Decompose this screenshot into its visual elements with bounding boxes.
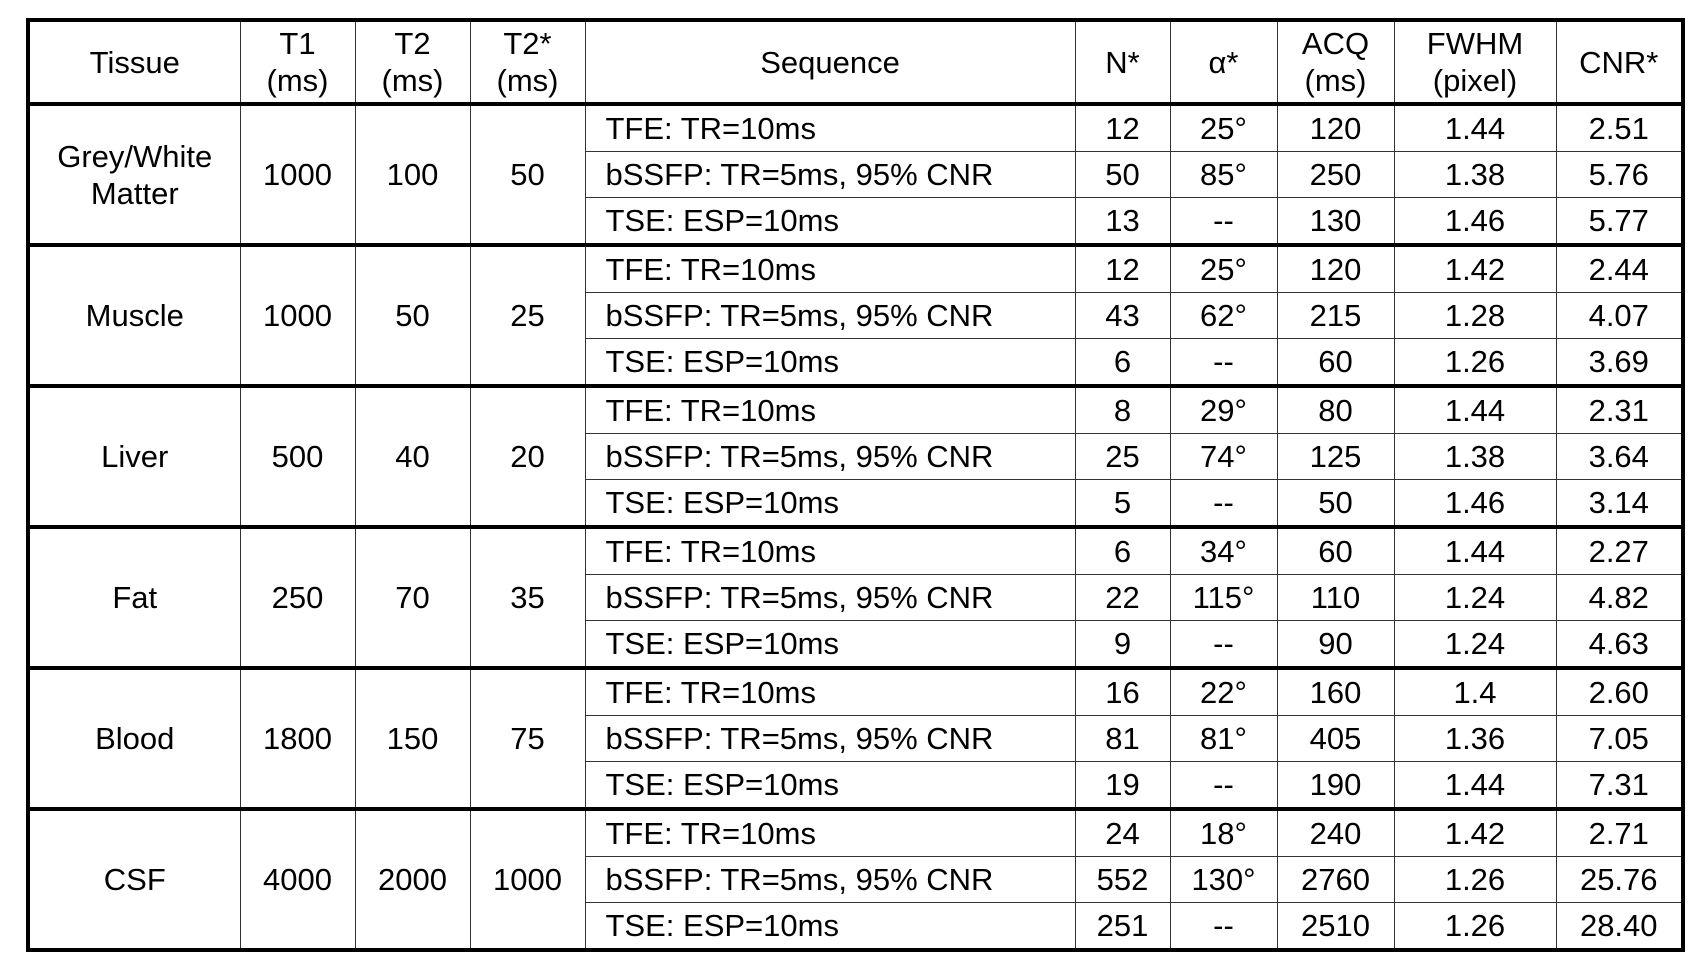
cnr-cell: 4.63 <box>1556 621 1683 669</box>
t2-cell: 100 <box>355 104 470 245</box>
t2star-cell: 20 <box>470 386 585 527</box>
n-cell: 6 <box>1075 339 1170 387</box>
header-sequence <box>585 20 1075 104</box>
alpha-cell: 85° <box>1170 152 1277 198</box>
n-cell: 6 <box>1075 527 1170 575</box>
header-t1 <box>240 20 355 104</box>
t2-cell: 2000 <box>355 809 470 950</box>
n-cell: 19 <box>1075 762 1170 810</box>
n-cell: 5 <box>1075 480 1170 528</box>
cnr-cell: 3.64 <box>1556 434 1683 480</box>
header-alpha <box>1170 20 1277 104</box>
acq-cell: 60 <box>1277 339 1394 387</box>
tissue-name: Liver <box>101 439 169 474</box>
header-text: (ms) <box>496 63 559 98</box>
t2star-cell: 75 <box>470 668 585 809</box>
cnr-cell: 5.77 <box>1556 198 1683 246</box>
fwhm-cell: 1.24 <box>1394 621 1556 669</box>
table-row <box>28 527 1683 575</box>
fwhm-cell: 1.44 <box>1394 527 1556 575</box>
fwhm-cell: 1.38 <box>1394 152 1556 198</box>
sequence-cell: TFE: TR=10ms <box>585 809 1075 857</box>
fwhm-cell: 1.26 <box>1394 339 1556 387</box>
alpha-cell: 130° <box>1170 857 1277 903</box>
header-cnr <box>1556 20 1683 104</box>
sequence-cell: bSSFP: TR=5ms, 95% CNR <box>585 857 1075 903</box>
header-text: Sequence <box>760 44 900 80</box>
cnr-cell: 2.27 <box>1556 527 1683 575</box>
acq-cell: 80 <box>1277 386 1394 434</box>
cnr-cell: 2.51 <box>1556 104 1683 152</box>
acq-cell: 60 <box>1277 527 1394 575</box>
fwhm-cell: 1.44 <box>1394 104 1556 152</box>
acq-cell: 120 <box>1277 104 1394 152</box>
tissue-cell <box>28 809 240 950</box>
alpha-cell: 74° <box>1170 434 1277 480</box>
tissue-sequence-table <box>26 18 1685 952</box>
t1-cell: 250 <box>240 527 355 668</box>
t1-cell: 500 <box>240 386 355 527</box>
tissue-name: Muscle <box>85 298 184 333</box>
sequence-cell: TSE: ESP=10ms <box>585 198 1075 246</box>
fwhm-cell: 1.46 <box>1394 198 1556 246</box>
header-row <box>28 20 1683 104</box>
acq-cell: 125 <box>1277 434 1394 480</box>
table-row <box>28 668 1683 716</box>
header-text: FWHM <box>1426 26 1524 61</box>
header-text: ACQ <box>1301 26 1370 61</box>
acq-cell: 120 <box>1277 245 1394 293</box>
tissue-name: Grey/White <box>57 138 213 174</box>
sequence-cell: TFE: TR=10ms <box>585 104 1075 152</box>
header-text: (ms) <box>266 63 329 98</box>
header-text: N* <box>1105 44 1140 80</box>
fwhm-cell: 1.24 <box>1394 575 1556 621</box>
acq-cell: 405 <box>1277 716 1394 762</box>
cnr-cell: 28.40 <box>1556 903 1683 951</box>
acq-cell: 50 <box>1277 480 1394 528</box>
alpha-cell: 25° <box>1170 245 1277 293</box>
sequence-cell: TSE: ESP=10ms <box>585 339 1075 387</box>
tissue-cell <box>28 527 240 668</box>
alpha-cell: -- <box>1170 198 1277 246</box>
fwhm-cell: 1.38 <box>1394 434 1556 480</box>
alpha-cell: 29° <box>1170 386 1277 434</box>
table-row <box>28 386 1683 434</box>
tissue-cell <box>28 104 240 245</box>
alpha-cell: -- <box>1170 903 1277 951</box>
header-text: (ms) <box>381 63 444 98</box>
t1-cell: 4000 <box>240 809 355 950</box>
table-row <box>28 104 1683 152</box>
cnr-cell: 25.76 <box>1556 857 1683 903</box>
table-body <box>28 104 1683 950</box>
n-cell: 43 <box>1075 293 1170 339</box>
cnr-cell: 2.71 <box>1556 809 1683 857</box>
sequence-cell: TFE: TR=10ms <box>585 386 1075 434</box>
alpha-cell: -- <box>1170 339 1277 387</box>
t2star-cell: 35 <box>470 527 585 668</box>
sequence-cell: TFE: TR=10ms <box>585 527 1075 575</box>
alpha-cell: -- <box>1170 621 1277 669</box>
acq-cell: 2510 <box>1277 903 1394 951</box>
sequence-cell: TFE: TR=10ms <box>585 245 1075 293</box>
sequence-cell: TSE: ESP=10ms <box>585 621 1075 669</box>
acq-cell: 90 <box>1277 621 1394 669</box>
alpha-cell: -- <box>1170 762 1277 810</box>
sequence-cell: TFE: TR=10ms <box>585 668 1075 716</box>
header-n <box>1075 20 1170 104</box>
header-text: T1 <box>279 26 316 61</box>
alpha-cell: 62° <box>1170 293 1277 339</box>
fwhm-cell: 1.26 <box>1394 903 1556 951</box>
fwhm-cell: 1.46 <box>1394 480 1556 528</box>
tissue-name: Matter <box>90 175 179 211</box>
tissue-cell <box>28 386 240 527</box>
table-row <box>28 245 1683 293</box>
sequence-cell: TSE: ESP=10ms <box>585 762 1075 810</box>
header-acq <box>1277 20 1394 104</box>
t2star-cell: 1000 <box>470 809 585 950</box>
acq-cell: 190 <box>1277 762 1394 810</box>
header-text: (pixel) <box>1432 63 1518 98</box>
n-cell: 552 <box>1075 857 1170 903</box>
n-cell: 24 <box>1075 809 1170 857</box>
table-header <box>28 20 1683 104</box>
tissue-name: CSF <box>103 862 166 897</box>
t2-cell: 50 <box>355 245 470 386</box>
fwhm-cell: 1.44 <box>1394 762 1556 810</box>
n-cell: 25 <box>1075 434 1170 480</box>
header-text: CNR* <box>1579 44 1659 80</box>
alpha-cell: 115° <box>1170 575 1277 621</box>
acq-cell: 240 <box>1277 809 1394 857</box>
cnr-cell: 4.07 <box>1556 293 1683 339</box>
n-cell: 12 <box>1075 104 1170 152</box>
header-fwhm <box>1394 20 1556 104</box>
cnr-cell: 5.76 <box>1556 152 1683 198</box>
t1-cell: 1000 <box>240 104 355 245</box>
header-t2 <box>355 20 470 104</box>
tissue-cell <box>28 245 240 386</box>
sequence-cell: bSSFP: TR=5ms, 95% CNR <box>585 152 1075 198</box>
header-tissue <box>28 20 240 104</box>
alpha-cell: 22° <box>1170 668 1277 716</box>
cnr-cell: 2.60 <box>1556 668 1683 716</box>
tissue-name: Blood <box>95 721 175 756</box>
fwhm-cell: 1.28 <box>1394 293 1556 339</box>
sequence-cell: bSSFP: TR=5ms, 95% CNR <box>585 434 1075 480</box>
fwhm-cell: 1.36 <box>1394 716 1556 762</box>
fwhm-cell: 1.4 <box>1394 668 1556 716</box>
n-cell: 13 <box>1075 198 1170 246</box>
sequence-cell: bSSFP: TR=5ms, 95% CNR <box>585 716 1075 762</box>
cnr-cell: 7.05 <box>1556 716 1683 762</box>
n-cell: 12 <box>1075 245 1170 293</box>
t2star-cell: 50 <box>470 104 585 245</box>
cnr-cell: 3.69 <box>1556 339 1683 387</box>
header-t2star <box>470 20 585 104</box>
cnr-cell: 4.82 <box>1556 575 1683 621</box>
alpha-cell: -- <box>1170 480 1277 528</box>
header-text: (ms) <box>1304 63 1367 98</box>
sequence-cell: bSSFP: TR=5ms, 95% CNR <box>585 575 1075 621</box>
header-text: T2 <box>394 26 431 61</box>
n-cell: 16 <box>1075 668 1170 716</box>
acq-cell: 110 <box>1277 575 1394 621</box>
fwhm-cell: 1.42 <box>1394 809 1556 857</box>
n-cell: 8 <box>1075 386 1170 434</box>
cnr-cell: 3.14 <box>1556 480 1683 528</box>
acq-cell: 215 <box>1277 293 1394 339</box>
tissue-cell <box>28 668 240 809</box>
alpha-cell: 25° <box>1170 104 1277 152</box>
t2-cell: 40 <box>355 386 470 527</box>
cnr-cell: 2.31 <box>1556 386 1683 434</box>
t1-cell: 1000 <box>240 245 355 386</box>
t1-cell: 1800 <box>240 668 355 809</box>
acq-cell: 2760 <box>1277 857 1394 903</box>
t2-cell: 150 <box>355 668 470 809</box>
cnr-cell: 7.31 <box>1556 762 1683 810</box>
n-cell: 22 <box>1075 575 1170 621</box>
acq-cell: 250 <box>1277 152 1394 198</box>
sequence-cell: TSE: ESP=10ms <box>585 903 1075 951</box>
n-cell: 50 <box>1075 152 1170 198</box>
header-text: Tissue <box>89 44 180 80</box>
acq-cell: 130 <box>1277 198 1394 246</box>
sequence-cell: bSSFP: TR=5ms, 95% CNR <box>585 293 1075 339</box>
alpha-cell: 34° <box>1170 527 1277 575</box>
header-text: T2* <box>503 26 552 61</box>
fwhm-cell: 1.26 <box>1394 857 1556 903</box>
cnr-cell: 2.44 <box>1556 245 1683 293</box>
t2star-cell: 25 <box>470 245 585 386</box>
alpha-cell: 81° <box>1170 716 1277 762</box>
tissue-name: Fat <box>112 580 158 615</box>
header-text: α* <box>1208 44 1239 80</box>
table-row <box>28 809 1683 857</box>
alpha-cell: 18° <box>1170 809 1277 857</box>
n-cell: 9 <box>1075 621 1170 669</box>
fwhm-cell: 1.44 <box>1394 386 1556 434</box>
n-cell: 251 <box>1075 903 1170 951</box>
n-cell: 81 <box>1075 716 1170 762</box>
acq-cell: 160 <box>1277 668 1394 716</box>
t2-cell: 70 <box>355 527 470 668</box>
sequence-cell: TSE: ESP=10ms <box>585 480 1075 528</box>
fwhm-cell: 1.42 <box>1394 245 1556 293</box>
